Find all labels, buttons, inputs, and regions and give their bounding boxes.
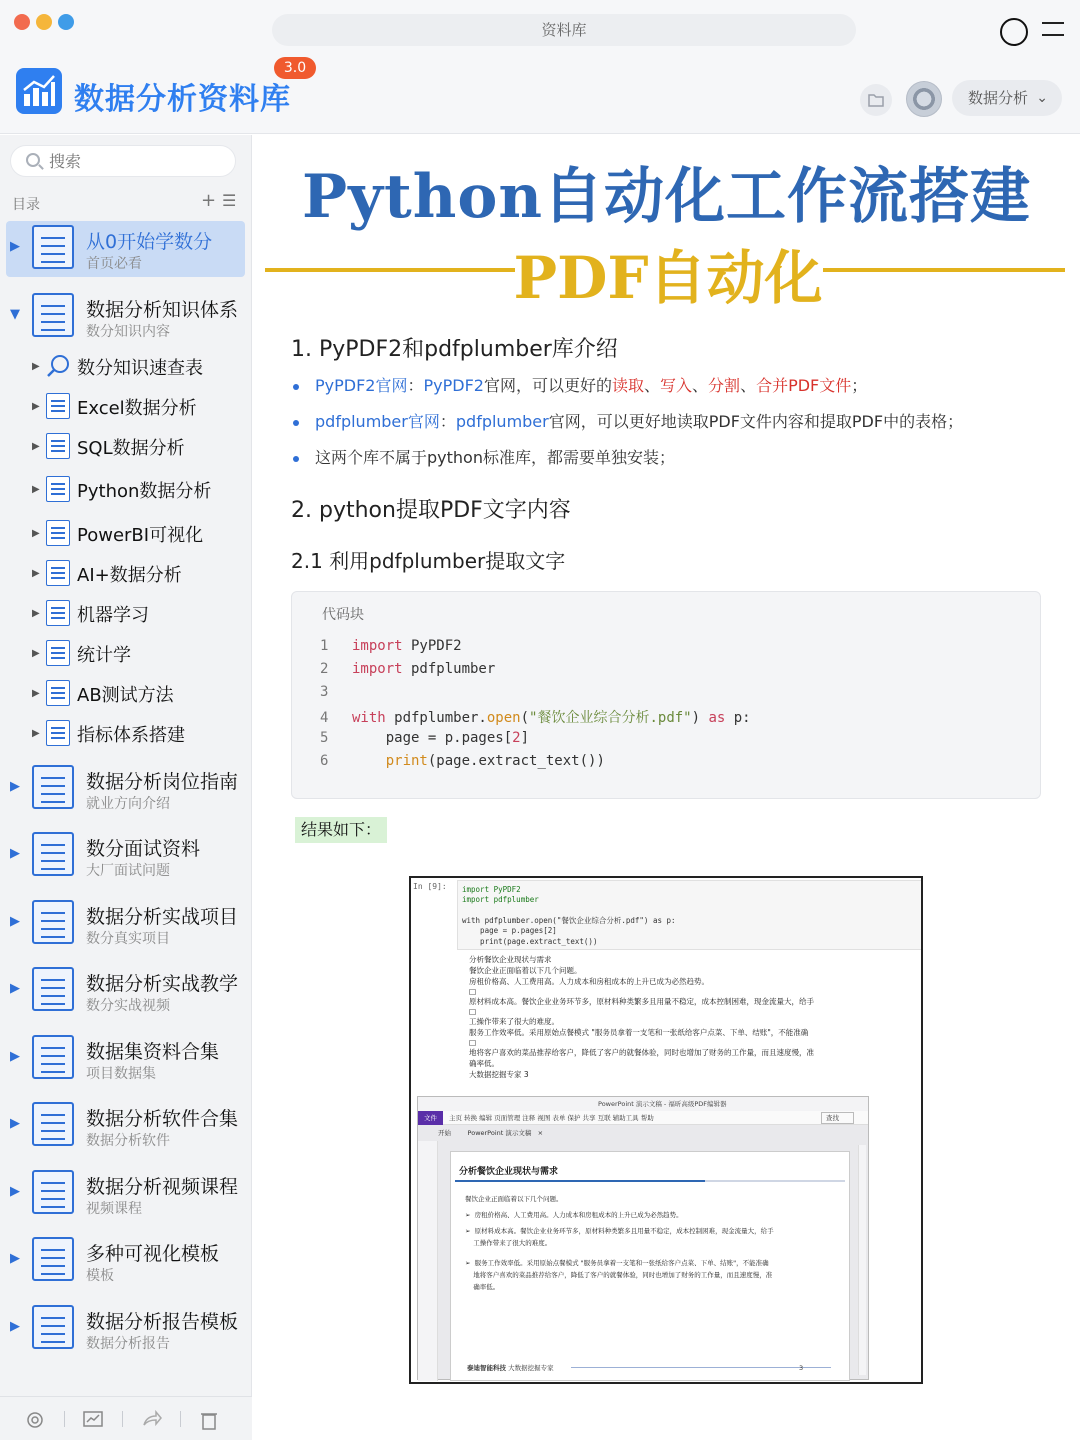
document-icon [32, 293, 74, 337]
chevron-right-icon[interactable]: ▶ [32, 568, 40, 579]
metrics-doc-icon [46, 720, 70, 746]
chevron-right-icon[interactable]: ▶ [10, 1116, 20, 1131]
code-line: 1 import PyPDF2 [320, 638, 462, 654]
document-icon [32, 765, 74, 809]
chevron-right-icon[interactable]: ▶ [32, 484, 40, 495]
sidebar-item-title: 从0开始学数分 [86, 231, 213, 253]
section-heading: 2. python提取PDF文字内容 [291, 498, 571, 523]
version-badge: 3.0 [274, 57, 316, 79]
notebook-code-cell: import PyPDF2 import pdfplumber with pdfplumber.open("餐饮企业综合分析.pdf") as p: page = p.pages[2] print(page.extract_text()) [457, 880, 923, 950]
pdf-tabs: 开始 PowerPoint 演示文稿 × [438, 1129, 544, 1137]
sidebar-child-label: AB测试方法 [77, 685, 174, 706]
magnifier-icon [46, 353, 72, 379]
chevron-right-icon[interactable]: ▶ [10, 981, 20, 996]
code-block[interactable] [291, 591, 1041, 799]
sidebar-item-subtitle: 首页必看 [86, 256, 142, 272]
pdf-editor-window [417, 1096, 869, 1380]
trash-icon[interactable] [198, 1409, 220, 1431]
code-line: 3 [320, 684, 329, 700]
user-select-label: 数据分析 [968, 89, 1029, 107]
chevron-right-icon[interactable]: ▶ [10, 239, 20, 254]
close-window-button[interactable] [14, 14, 30, 30]
app-name: 数据分析资料库 [74, 82, 291, 117]
sidebar-item-subtitle: 数据分析报告 [86, 1336, 170, 1352]
stats-doc-icon [46, 640, 70, 666]
sidebar-item-title: 数据分析实战教学 [86, 973, 239, 995]
minimize-window-button[interactable] [36, 14, 52, 30]
chevron-right-icon[interactable]: ▶ [32, 401, 40, 412]
chevron-right-icon[interactable]: ▶ [10, 1251, 20, 1266]
sidebar-item-title: 数据分析视频课程 [86, 1176, 239, 1198]
excel-doc-icon [46, 393, 70, 419]
title-bar [0, 0, 1080, 134]
sql-doc-icon [46, 433, 70, 459]
pdf-scrollbar [858, 1145, 866, 1375]
add-icon[interactable]: + [201, 190, 217, 211]
folder-icon[interactable] [860, 84, 892, 116]
banner-divider [265, 268, 515, 272]
result-label: 结果如下： [295, 817, 387, 843]
document-icon [32, 1170, 74, 1214]
chevron-right-icon[interactable]: ▶ [32, 688, 40, 699]
main-content [253, 135, 1080, 1440]
pypdf2-site-link[interactable]: PyPDF2官网 [315, 376, 408, 395]
app-logo-icon [16, 68, 62, 114]
pdfplumber-site-link[interactable]: pdfplumber官网 [315, 412, 440, 431]
search-icon [26, 153, 40, 167]
chevron-down-icon[interactable]: ▼ [10, 307, 20, 322]
document-icon [32, 1102, 74, 1146]
banner-divider [823, 268, 1065, 272]
chevron-right-icon[interactable]: ▶ [10, 846, 20, 861]
chart-icon[interactable] [82, 1409, 104, 1431]
notebook-in-label: In [9]: [413, 882, 447, 891]
code-block-label: 代码块 [322, 607, 364, 623]
sidebar-item-subtitle: 模板 [86, 1268, 114, 1284]
sidebar-child-label: 统计学 [77, 645, 131, 666]
sidebar-child-label: Python数据分析 [77, 481, 212, 502]
document-icon [32, 832, 74, 876]
chevron-right-icon[interactable]: ▶ [10, 914, 20, 929]
code-line: 5 page = p.pages[2] [320, 730, 530, 746]
chevron-right-icon[interactable]: ▶ [10, 1049, 20, 1064]
pdfplumber-link[interactable]: pdfplumber [455, 412, 549, 431]
bullet-item: PyPDF2官网：PyPDF2官网，可以更好的读取、写入、分割、合并PDF文件； [293, 373, 867, 396]
sidebar-child-label: 指标体系搭建 [77, 725, 185, 746]
pdf-title-bar: PowerPoint 演示文稿 - 福昕高级PDF编辑器 [418, 1097, 868, 1111]
sidebar-item-title: 多种可视化模板 [86, 1243, 220, 1265]
chevron-right-icon[interactable]: ▶ [32, 361, 40, 372]
sidebar-item-title: 数分面试资料 [86, 838, 201, 860]
pdf-menu-bar: 文件 主页 转换 编辑 页面管理 注释 视图 表单 保护 共享 互联 辅助工具 帮助 查找 [418, 1111, 868, 1125]
window-title: 资料库 [272, 14, 856, 46]
sidebar-child-label: 数分知识速查表 [77, 358, 203, 379]
sidebar-item-subtitle: 数据分析软件 [86, 1133, 170, 1149]
banner-subtitle: PDF自动化 [513, 244, 823, 312]
chevron-right-icon[interactable]: ▶ [32, 728, 40, 739]
sidebar-item-title: 数据分析报告模板 [86, 1311, 239, 1333]
python-doc-icon [46, 476, 70, 502]
sidebar-item-title: 数据分析知识体系 [86, 299, 239, 321]
powerbi-doc-icon [46, 520, 70, 546]
sidebar-item-subtitle: 项目数据集 [86, 1066, 156, 1082]
user-select[interactable] [952, 80, 1062, 116]
document-icon [32, 225, 74, 269]
sidebar-child-label: SQL数据分析 [77, 438, 185, 459]
sidebar-item-subtitle: 数分实战视频 [86, 998, 170, 1014]
pdf-page: 分析餐饮企业现状与需求 餐饮企业正面临着以下几个问题。 ➢ 房租价格高、人工费用高。人力成本和房租成本的上升已成为必然趋势。 ➢ 原材料成本高。餐饮企业业务环节多，原材料种类繁多且用量不稳定，成本控制困难，现金流量大，给手 工操作带来了很大的难度。 ➢ 服务工作效率低。采用原始点餐模式 "服务员拿着一支笔和一张纸给客户点菜、下单、结账"，不能准确 地将客户喜欢的菜品推荐给客户，降低了客户的就餐体验，同时也增加了财务的工作量，而且速度慢，准 确率低。 泰迪智能科技 大数据挖掘专家 3 [450, 1151, 850, 1381]
code-line: 2 import pdfplumber [320, 661, 496, 677]
sidebar [0, 135, 252, 1440]
sidebar-item-title: 数据分析软件合集 [86, 1108, 239, 1130]
pypdf2-link[interactable]: PyPDF2 [423, 376, 484, 395]
document-icon [32, 1305, 74, 1349]
sidebar-item-subtitle: 视频课程 [86, 1201, 142, 1217]
pdf-toolbar [418, 1141, 438, 1381]
chevron-right-icon[interactable]: ▶ [32, 441, 40, 452]
sidebar-child-label: AI+数据分析 [77, 565, 182, 586]
abtest-doc-icon [46, 680, 70, 706]
sidebar-item-subtitle: 数分真实项目 [86, 931, 170, 947]
document-icon [32, 1237, 74, 1281]
subsection-heading: 2.1 利用pdfplumber提取文字 [291, 549, 566, 573]
bullet-item: 这两个库不属于python标准库，都需要单独安装； [293, 445, 675, 468]
document-icon [32, 967, 74, 1011]
section-heading: 1. PyPDF2和pdfplumber库介绍 [291, 337, 618, 362]
settings-icon[interactable] [24, 1409, 46, 1431]
code-line: 6 print(page.extract_text()) [320, 753, 605, 769]
sidebar-child-label: 机器学习 [77, 605, 149, 626]
list-icon[interactable]: ☰ [222, 191, 237, 210]
sidebar-child-label: Excel数据分析 [77, 398, 197, 419]
circle-icon[interactable] [1000, 18, 1028, 46]
chevron-right-icon[interactable]: ▶ [32, 608, 40, 619]
embedded-screenshot: In [9]: import PyPDF2 import pdfplumber with pdfplumber.open("餐饮企业综合分析.pdf") as p: page = p.pages[2] print(page.extract_text()) 分析餐饮企业现状与需求 餐饮企业正面临着以下几个问题。 房租价格高、人工费用高。人力成本和房租成本的上升已成为必然趋势。 □ 原材料成本高。餐饮企业业务环节多，原材料种类繁多且用量不稳定，成本控制困难，现金流量大，给手 □ 工操作带来了很大的难度。 服务工作效率低。采用原始点餐模式 "服务员拿着一支笔和一张纸给客户点菜、下单、结账"，不能准确 □ 地将客户喜欢的菜品推荐给客户，降低了客户的就餐体验，同时也增加了财务的工作量，而且速度慢，准 确率低。 大数据挖掘专家 3 PowerPoint 演示文稿 - 福昕高级PDF编辑器 文件 主页 转换 编辑 页面管理 注释 视图 表单 保护 共享 互联 辅助工具 帮助 查找 开始 PowerPoint 演示文稿 × 分析餐饮企业现状与需求 餐饮企业正面临着以下几个问题。 ➢ 房租价格高、人工费用高。人力成本和房租成本的上升已成为必然趋势。 ➢ 原材料成本高。餐饮企业业务环节多，原材料种类繁多且用量不稳定，成本控制困难，现金流量大，给手 工操作带来了很大的难度。 ➢ 服务工作效率低。采用原始点餐模式 "服务员拿着一支笔和一张纸给客户点菜、下单、结账"，不能准确 地将客户喜欢的菜品推荐给客户，降低了客户的就餐体验，同时也增加了财务的工作量，而且速度慢，准 确率低。 泰迪智能科技 大数据挖掘专家 3 [409, 876, 923, 1384]
share-icon[interactable] [140, 1409, 162, 1431]
code-line: 4 with pdfplumber.open("餐饮企业综合分析.pdf") as p: [320, 710, 751, 726]
document-icon [32, 900, 74, 944]
chevron-down-icon: ⌄ [1036, 90, 1048, 106]
ml-doc-icon [46, 600, 70, 626]
chevron-right-icon[interactable]: ▶ [32, 648, 40, 659]
avatar[interactable] [906, 81, 942, 117]
sidebar-child-label: PowerBI可视化 [77, 525, 204, 546]
sidebar-footer [0, 1396, 252, 1440]
sidebar-item-title: 数据集资料合集 [86, 1041, 220, 1063]
banner-title: Python自动化工作流搭建 [302, 162, 1031, 232]
chevron-right-icon[interactable]: ▶ [10, 779, 20, 794]
ai-doc-icon [46, 560, 70, 586]
chevron-right-icon[interactable]: ▶ [10, 1184, 20, 1199]
chevron-right-icon[interactable]: ▶ [10, 1319, 20, 1334]
document-icon [32, 1035, 74, 1079]
sidebar-item-subtitle: 数分知识内容 [86, 324, 170, 340]
bullet-item: pdfplumber官网：pdfplumber官网，可以更好地读取PDF文件内容和提取PDF中的表格； [293, 409, 963, 432]
chevron-right-icon[interactable]: ▶ [32, 528, 40, 539]
search-input[interactable] [10, 145, 236, 177]
sidebar-item-title: 数据分析实战项目 [86, 906, 239, 928]
toc-label: 目录 [12, 197, 40, 213]
sidebar-item-subtitle: 大厂面试问题 [86, 863, 170, 879]
maximize-window-button[interactable] [58, 14, 74, 30]
sidebar-item-title: 数据分析岗位指南 [86, 771, 239, 793]
menu-icon[interactable] [1042, 22, 1064, 42]
sidebar-item-subtitle: 就业方向介绍 [86, 796, 170, 812]
